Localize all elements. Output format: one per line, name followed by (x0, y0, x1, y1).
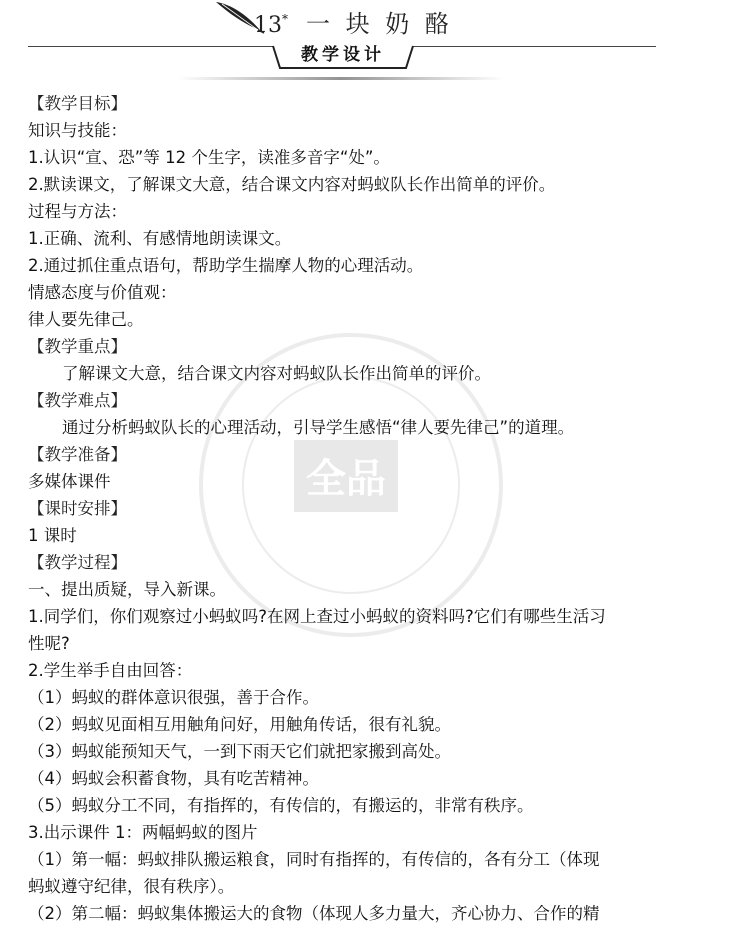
list-item: （2）蚂蚁见面相互用触角问好，用触角传话，很有礼貌。 (28, 715, 451, 734)
lesson-plan-body (28, 90, 668, 927)
text-line: 通过分析蚂蚁队长的心理活动，引导学生感悟“律人要先律己”的道理。 (62, 418, 575, 437)
watermark-text: 全品 (306, 456, 386, 502)
subheading: 知识与技能： (28, 121, 127, 140)
section-heading: 【教学重点】 (28, 337, 127, 356)
text-line: 1.正确、流利、有感情地朗读课文。 (28, 229, 292, 248)
text-line: 2.默读课文，了解课文大意，结合课文内容对蚂蚁队长作出简单的评价。 (28, 175, 556, 194)
list-item: （1）第一幅：蚂蚁排队搬运粮食，同时有指挥的，有传信的，各有分工（体现 (28, 850, 600, 869)
text-line: 3.出示课件 1：两幅蚂蚁的图片 (28, 823, 258, 842)
text-line: 了解课文大意，结合课文内容对蚂蚁队长作出简单的评价。 (62, 364, 491, 383)
lesson-title-text: 一 块 奶 酪 (306, 10, 453, 38)
lesson-mark: * (282, 12, 288, 26)
section-heading: 【教学目标】 (28, 94, 127, 113)
text-line: 2.学生举手自由回答： (28, 661, 193, 680)
text-line: 多媒体课件 (28, 472, 111, 491)
section-heading: 【教学难点】 (28, 391, 127, 410)
section-tab (272, 40, 414, 70)
lesson-number: 13 (254, 13, 282, 38)
section-heading: 【教学过程】 (28, 553, 127, 572)
text-line: 1 课时 (28, 526, 77, 545)
subheading: 过程与方法： (28, 202, 127, 221)
subheading: 情感态度与价值观： (28, 283, 177, 302)
text-line: 1.同学们，你们观察过小蚂蚁吗?在网上查过小蚂蚁的资料吗?它们有哪些生活习 (28, 607, 606, 626)
text-line: 2.通过抓住重点语句，帮助学生揣摩人物的心理活动。 (28, 256, 424, 275)
header-shadow-line (178, 77, 504, 80)
list-item: （1）蚂蚁的群体意识很强，善于合作。 (28, 688, 319, 707)
section-heading: 【教学准备】 (28, 445, 127, 464)
section-heading: 【课时安排】 (28, 499, 127, 518)
lesson-title (254, 2, 453, 36)
text-line: 律人要先律己。 (28, 310, 144, 329)
page-header (0, 0, 730, 90)
list-item: （3）蚂蚁能预知天气，一到下雨天它们就把家搬到高处。 (28, 742, 451, 761)
list-item: （4）蚂蚁会积蓄食物，具有吃苦精神。 (28, 769, 319, 788)
list-item: （2）第二幅：蚂蚁集体搬运大的食物（体现人多力量大，齐心协力、合作的精 (28, 904, 600, 923)
text-line: 性呢? (28, 634, 70, 653)
text-line: 蚂蚁遵守纪律，很有秩序）。 (28, 877, 235, 896)
section-tab-label: 教学设计 (301, 45, 385, 65)
text-line: 1.认识“宣、恐”等 12 个生字，读准多音字“处”。 (28, 148, 390, 167)
list-item: （5）蚂蚁分工不同，有指挥的，有传信的，有搬运的，非常有秩序。 (28, 796, 534, 815)
text-line: 一、提出质疑，导入新课。 (28, 580, 226, 599)
